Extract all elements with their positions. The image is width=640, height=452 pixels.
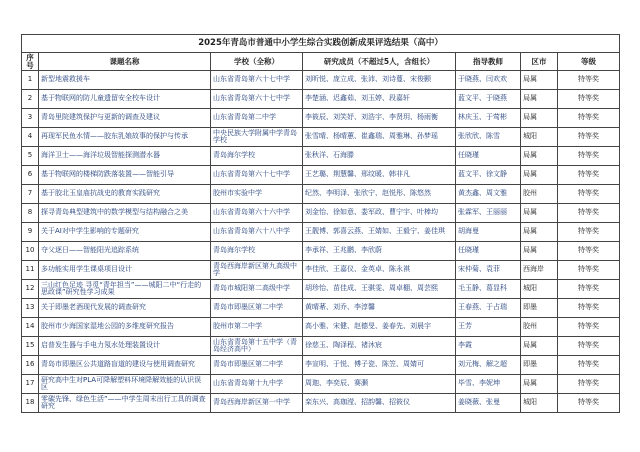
cell-name: 再现军民鱼水情——胶东乳娘故事的保护与传承 bbox=[39, 128, 211, 147]
cell-members: 李宣明、于悦、傅子瓷、陈笠、周婧可 bbox=[303, 356, 456, 375]
cell-grade: 特等奖 bbox=[558, 185, 620, 204]
cell-district: 局属 bbox=[521, 71, 558, 90]
cell-district: 城阳 bbox=[521, 280, 558, 299]
cell-members: 李佳欣、王嘉仪、金英卓、陈永祺 bbox=[303, 261, 456, 280]
cell-name: 三山红色足迹 寻觅“青年担当”——城阳二中“行走的思政课”研究性学习成果 bbox=[39, 280, 211, 299]
cell-name: 海洋卫士——海洋垃圾智能探测潜水器 bbox=[39, 147, 211, 166]
cell-district: 局属 bbox=[521, 166, 558, 185]
cell-school: 青岛西海岸新区第九高级中学 bbox=[211, 261, 303, 280]
cell-district: 局属 bbox=[521, 223, 558, 242]
cell-grade: 特等奖 bbox=[558, 223, 620, 242]
cell-members: 栾东兴、高珈滢、招韵馨、招筱仪 bbox=[303, 394, 456, 413]
cell-teacher: 张欣欣、陈雪 bbox=[456, 128, 521, 147]
cell-grade: 特等奖 bbox=[558, 261, 620, 280]
cell-members: 李楚涵、迟鑫茹、刘玉婷、段嘉轩 bbox=[303, 90, 456, 109]
cell-teacher: 于晓燕、闫欢欢 bbox=[456, 71, 521, 90]
cell-name: 青岛市即墨区公共道路盲道的建设与使用调查研究 bbox=[39, 356, 211, 375]
cell-school: 山东省青岛第六十七中学 bbox=[211, 166, 303, 185]
cell-school: 山东省青岛第十九中学 bbox=[211, 375, 303, 394]
cell-name: 夺父逐日——智能阳光追踪系统 bbox=[39, 242, 211, 261]
cell-school: 山东省青岛第二中学 bbox=[211, 109, 303, 128]
cell-no: 3 bbox=[22, 109, 39, 128]
cell-name: 多功能实用学生课桌项目设计 bbox=[39, 261, 211, 280]
cell-members: 王艺璐、荆慧馨、邢纹暖、韩非凡 bbox=[303, 166, 456, 185]
cell-grade: 特等奖 bbox=[558, 166, 620, 185]
cell-grade: 特等奖 bbox=[558, 299, 620, 318]
table-row bbox=[22, 71, 620, 90]
header-members: 研究成员（不超过5人，含组长） bbox=[303, 53, 456, 71]
cell-grade: 特等奖 bbox=[558, 375, 620, 394]
cell-no: 4 bbox=[22, 128, 39, 147]
table-row bbox=[22, 261, 620, 280]
table-row bbox=[22, 204, 620, 223]
cell-members: 高小雅、宋健、赵德旻、姜春先、刘晨宇 bbox=[303, 318, 456, 337]
header-district: 区市 bbox=[521, 53, 558, 71]
cell-teacher: 蓝文平、于晓燕 bbox=[456, 90, 521, 109]
cell-name: 零碳先锋、绿色生活”——中学生周末出行工具的调查研究 bbox=[39, 394, 211, 413]
cell-members: 李承祥、王兆鹏、李欣蔚 bbox=[303, 242, 456, 261]
cell-name: 关于AI对中学生影响的专题研究 bbox=[39, 223, 211, 242]
cell-name: 基于物联网的防儿童遗留安全校车设计 bbox=[39, 90, 211, 109]
cell-teacher: 王春燕、于占瑞 bbox=[456, 299, 521, 318]
cell-no: 16 bbox=[22, 356, 39, 375]
header-no: 序号 bbox=[22, 53, 39, 71]
cell-members: 王靓博、郭喜云燕、王婧如、王毅宁、姜佳琪 bbox=[303, 223, 456, 242]
cell-teacher: 任晓瑾 bbox=[456, 242, 521, 261]
table-row bbox=[22, 299, 620, 318]
header-school: 学校（全称） bbox=[211, 53, 303, 71]
cell-teacher: 刘元梅、解之超 bbox=[456, 356, 521, 375]
cell-members: 黄晴莃、刘乔、李淳馨 bbox=[303, 299, 456, 318]
table-row bbox=[22, 356, 620, 375]
cell-no: 6 bbox=[22, 166, 39, 185]
cell-teacher: 任晓瑾 bbox=[456, 147, 521, 166]
results-sheet bbox=[21, 34, 619, 413]
cell-no: 10 bbox=[22, 242, 39, 261]
cell-school: 山东省青岛第六十八中学 bbox=[211, 223, 303, 242]
cell-teacher: 胡海曼 bbox=[456, 223, 521, 242]
cell-no: 7 bbox=[22, 185, 39, 204]
cell-district: 局属 bbox=[521, 242, 558, 261]
cell-district: 即墨 bbox=[521, 299, 558, 318]
cell-school: 胶州市第二中学 bbox=[211, 318, 303, 337]
table-row bbox=[22, 109, 620, 128]
cell-teacher: 王芳 bbox=[456, 318, 521, 337]
cell-no: 9 bbox=[22, 223, 39, 242]
cell-district: 西海岸 bbox=[521, 261, 558, 280]
cell-grade: 特等奖 bbox=[558, 90, 620, 109]
cell-grade: 特等奖 bbox=[558, 356, 620, 375]
cell-district: 局属 bbox=[521, 204, 558, 223]
cell-no: 2 bbox=[22, 90, 39, 109]
table-row bbox=[22, 280, 620, 299]
cell-no: 18 bbox=[22, 394, 39, 413]
cell-members: 刘昕悦、庞立成、张沛、刘诗蔓、宋俊颢 bbox=[303, 71, 456, 90]
cell-no: 14 bbox=[22, 318, 39, 337]
cell-school: 青岛市即墨区第二中学 bbox=[211, 356, 303, 375]
table-row bbox=[22, 128, 620, 147]
title-row bbox=[22, 35, 620, 53]
cell-grade: 特等奖 bbox=[558, 280, 620, 299]
cell-school: 青岛海尔学校 bbox=[211, 147, 303, 166]
cell-members: 胡珍怡、苗佳成、王骐雯、周卓棚、周芸熙 bbox=[303, 280, 456, 299]
table-row bbox=[22, 318, 620, 337]
cell-school: 中央民族大学附属中学青岛学校 bbox=[211, 128, 303, 147]
table-row bbox=[22, 337, 620, 356]
cell-school: 山东省青岛第六十七中学 bbox=[211, 90, 303, 109]
cell-name: 启普发生器与手电力氖水处理装置设计 bbox=[39, 337, 211, 356]
cell-school: 山东省青岛第六十六中学 bbox=[211, 204, 303, 223]
header-row bbox=[22, 53, 620, 71]
cell-no: 5 bbox=[22, 147, 39, 166]
cell-no: 13 bbox=[22, 299, 39, 318]
cell-district: 局属 bbox=[521, 375, 558, 394]
cell-name: 探寻青岛典型建筑中的数学模型与结构融合之美 bbox=[39, 204, 211, 223]
cell-district: 胶州 bbox=[521, 185, 558, 204]
cell-teacher: 林庆玉、于莺彬 bbox=[456, 109, 521, 128]
cell-school: 胶州市实验中学 bbox=[211, 185, 303, 204]
cell-teacher: 毛玉静、葛显科 bbox=[456, 280, 521, 299]
cell-teacher: 蓝文平、徐文静 bbox=[456, 166, 521, 185]
cell-district: 胶州 bbox=[521, 318, 558, 337]
cell-teacher: 李霞 bbox=[456, 337, 521, 356]
cell-teacher: 毕雪、李妮坤 bbox=[456, 375, 521, 394]
cell-members: 徐慈玉、陶泽程、褚沐宸 bbox=[303, 337, 456, 356]
table-row bbox=[22, 90, 620, 109]
table-row bbox=[22, 147, 620, 166]
cell-grade: 特等奖 bbox=[558, 71, 620, 90]
cell-school: 山东省青岛第六十七中学 bbox=[211, 71, 303, 90]
table-row bbox=[22, 166, 620, 185]
cell-name: 胶州市少海国家湿地公园的多维度研究报告 bbox=[39, 318, 211, 337]
table-row bbox=[22, 394, 620, 413]
cell-members: 周迦、李奕辰、赛灏 bbox=[303, 375, 456, 394]
cell-name: 基于胶北玉皇庙抗战史的教育实践研究 bbox=[39, 185, 211, 204]
cell-grade: 特等奖 bbox=[558, 318, 620, 337]
cell-teacher: 黄杰鑫、周文雅 bbox=[456, 185, 521, 204]
cell-members: 张秋洋、石海滕 bbox=[303, 147, 456, 166]
cell-no: 12 bbox=[22, 280, 39, 299]
cell-grade: 特等奖 bbox=[558, 204, 620, 223]
cell-district: 局属 bbox=[521, 109, 558, 128]
header-teacher: 指导教师 bbox=[456, 53, 521, 71]
table-row bbox=[22, 185, 620, 204]
header-name: 课题名称 bbox=[39, 53, 211, 71]
cell-name: 青岛里院建筑保护与更新的调查及建议 bbox=[39, 109, 211, 128]
cell-school: 青岛海尔学校 bbox=[211, 242, 303, 261]
cell-no: 1 bbox=[22, 71, 39, 90]
cell-no: 17 bbox=[22, 375, 39, 394]
cell-school: 青岛市即墨区第二中学 bbox=[211, 299, 303, 318]
cell-school: 青岛西海岸新区第一中学 bbox=[211, 394, 303, 413]
cell-grade: 特等奖 bbox=[558, 109, 620, 128]
cell-teacher: 张霖军、王丽丽 bbox=[456, 204, 521, 223]
cell-members: 李筱辰、刘笑妤、刘浩宇、李贤玥、杨雨衡 bbox=[303, 109, 456, 128]
header-grade: 等级 bbox=[558, 53, 620, 71]
cell-district: 局属 bbox=[521, 337, 558, 356]
cell-district: 局属 bbox=[521, 147, 558, 166]
cell-name: 新型地震救援车 bbox=[39, 71, 211, 90]
cell-no: 8 bbox=[22, 204, 39, 223]
results-table bbox=[21, 34, 620, 413]
cell-members: 纪然、李明泽、张欣宁、赵悦彤、陈悠然 bbox=[303, 185, 456, 204]
cell-grade: 特等奖 bbox=[558, 147, 620, 166]
cell-school: 山东省青岛第十五中学（青岛经济高中） bbox=[211, 337, 303, 356]
cell-teacher: 姜晓薇、张曼 bbox=[456, 394, 521, 413]
cell-grade: 特等奖 bbox=[558, 394, 620, 413]
page-title: 2025年青岛市普通中小学生综合实践创新成果评选结果（高中） bbox=[22, 35, 620, 53]
table-row bbox=[22, 223, 620, 242]
cell-district: 局属 bbox=[521, 90, 558, 109]
table-row bbox=[22, 242, 620, 261]
cell-name: 基于物联网的楼梯防跌落装置——智能引导 bbox=[39, 166, 211, 185]
cell-no: 11 bbox=[22, 261, 39, 280]
cell-district: 城阳 bbox=[521, 394, 558, 413]
table-row bbox=[22, 375, 620, 394]
cell-grade: 特等奖 bbox=[558, 128, 620, 147]
cell-grade: 特等奖 bbox=[558, 242, 620, 261]
cell-no: 15 bbox=[22, 337, 39, 356]
cell-name: 关于即墨老酒现代发展的调查研究 bbox=[39, 299, 211, 318]
cell-grade: 特等奖 bbox=[558, 337, 620, 356]
cell-members: 刘金怡、徐如意、娄军政、曹宁宇、叶棒均 bbox=[303, 204, 456, 223]
cell-district: 即墨 bbox=[521, 356, 558, 375]
cell-members: 张雪晴、杨晴蕙、崔鑫瑞、周雅琳、孙梦瑶 bbox=[303, 128, 456, 147]
cell-school: 青岛市城阳第二高级中学 bbox=[211, 280, 303, 299]
cell-teacher: 宋仲菊、袁菲 bbox=[456, 261, 521, 280]
cell-name: 研究高中生对PLA可降解塑料环境降解效能的认识误区 bbox=[39, 375, 211, 394]
cell-district: 城阳 bbox=[521, 128, 558, 147]
